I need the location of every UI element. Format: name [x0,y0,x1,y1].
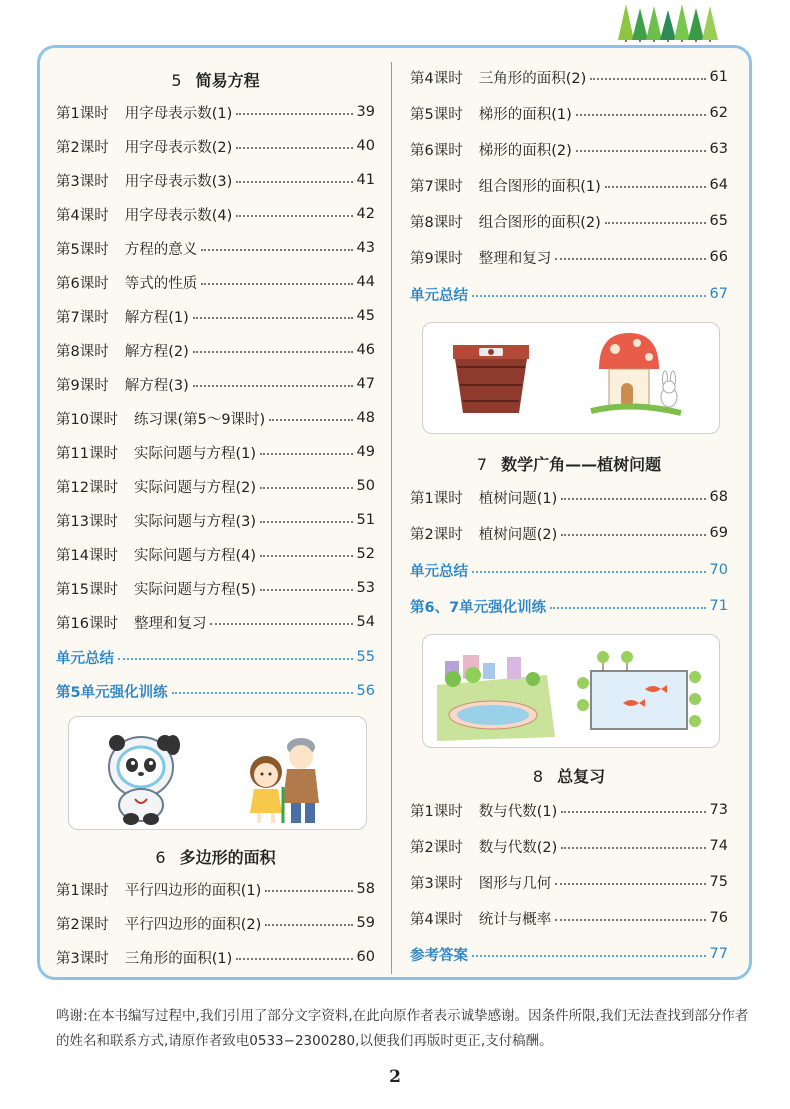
toc-entry[interactable]: 第11课时 实际问题与方程(1) 49 [56,444,375,462]
toc-entry[interactable]: 第8课时 解方程(2) 46 [56,342,375,360]
toc-entry-summary[interactable]: 单元总结 55 [56,649,375,667]
toc-entry[interactable]: 第7课时 解方程(1) 45 [56,308,375,326]
toc-entry-training[interactable]: 第5单元强化训练 56 [56,683,375,701]
toc-entry[interactable]: 第2课时 用字母表示数(2) 40 [56,138,375,156]
toc-entry[interactable]: 第2课时 植树问题(2) 69 [410,525,728,543]
mushroom-house-illustration [423,323,719,433]
toc-entry[interactable]: 第10课时 练习课(第5～9课时) 48 [56,410,375,428]
tree-strip-decoration [614,0,724,42]
toc-entry[interactable]: 第3课时 图形与几何 75 [410,874,728,892]
toc-entry[interactable]: 第12课时 实际问题与方程(2) 50 [56,478,375,496]
toc-entry[interactable]: 第1课时 用字母表示数(1) 39 [56,104,375,122]
toc-entry[interactable]: 第4课时 统计与概率 76 [410,910,728,928]
toc-entry[interactable]: 第5课时 方程的意义 43 [56,240,375,258]
toc-entry[interactable]: 第15课时 实际问题与方程(5) 53 [56,580,375,598]
toc-entry[interactable]: 第2课时 数与代数(2) 74 [410,838,728,856]
toc-entry[interactable]: 第16课时 整理和复习 54 [56,614,375,632]
toc-entry[interactable]: 第2课时 平行四边形的面积(2) 59 [56,915,375,933]
illustration-tree-planting [422,634,720,748]
toc-entry[interactable]: 第7课时 组合图形的面积(1) 64 [410,177,728,195]
illustration-mascot-family [68,716,367,830]
chapter-6-heading: 6 多边形的面积 [155,848,276,867]
chapter-8-heading: 8 总复习 [532,767,606,786]
toc-entry[interactable]: 第13课时 实际问题与方程(3) 51 [56,512,375,530]
toc-entry-answers[interactable]: 参考答案 77 [410,946,728,964]
chapter-7-heading: 7 数学广角——植树问题 [476,455,662,474]
toc-entry-training[interactable]: 第6、7单元强化训练 71 [410,598,728,616]
toc-entry[interactable]: 第3课时 用字母表示数(3) 41 [56,172,375,190]
toc-entry-summary[interactable]: 单元总结 70 [410,562,728,580]
column-divider [391,62,392,974]
toc-entry[interactable]: 第1课时 植树问题(1) 68 [410,489,728,507]
toc-entry[interactable]: 第9课时 整理和复习 66 [410,249,728,267]
toc-entry[interactable]: 第4课时 用字母表示数(4) 42 [56,206,375,224]
tree-planting-illustration [423,635,719,747]
toc-entry[interactable]: 第5课时 梯形的面积(1) 62 [410,105,728,123]
toc-entry-summary[interactable]: 单元总结 67 [410,286,728,304]
toc-entry[interactable]: 第3课时 三角形的面积(1) 60 [56,949,375,967]
page-number: 2 [389,1067,401,1087]
acknowledgement-note: 鸣谢:在本书编写过程中,我们引用了部分文字资料,在此向原作者表示诚挚感谢。因条件所限,我们无法查找到部分作者的姓名和联系方式,请原作者致电0533−2300280,以便我们再版时更正,支付稿酬。 [56,1008,749,1049]
chapter-5-heading: 5 简易方程 [171,71,260,90]
illustration-mushroom-house [422,322,720,434]
toc-entry[interactable]: 第6课时 等式的性质 44 [56,274,375,292]
toc-entry[interactable]: 第9课时 解方程(3) 47 [56,376,375,394]
mascot-illustration [69,717,366,829]
toc-entry[interactable]: 第1课时 平行四边形的面积(1) 58 [56,881,375,899]
toc-entry[interactable]: 第1课时 数与代数(1) 73 [410,802,728,820]
toc-entry[interactable]: 第8课时 组合图形的面积(2) 65 [410,213,728,231]
toc-entry[interactable]: 第4课时 三角形的面积(2) 61 [410,69,728,87]
toc-entry[interactable]: 第14课时 实际问题与方程(4) 52 [56,546,375,564]
toc-entry[interactable]: 第6课时 梯形的面积(2) 63 [410,141,728,159]
